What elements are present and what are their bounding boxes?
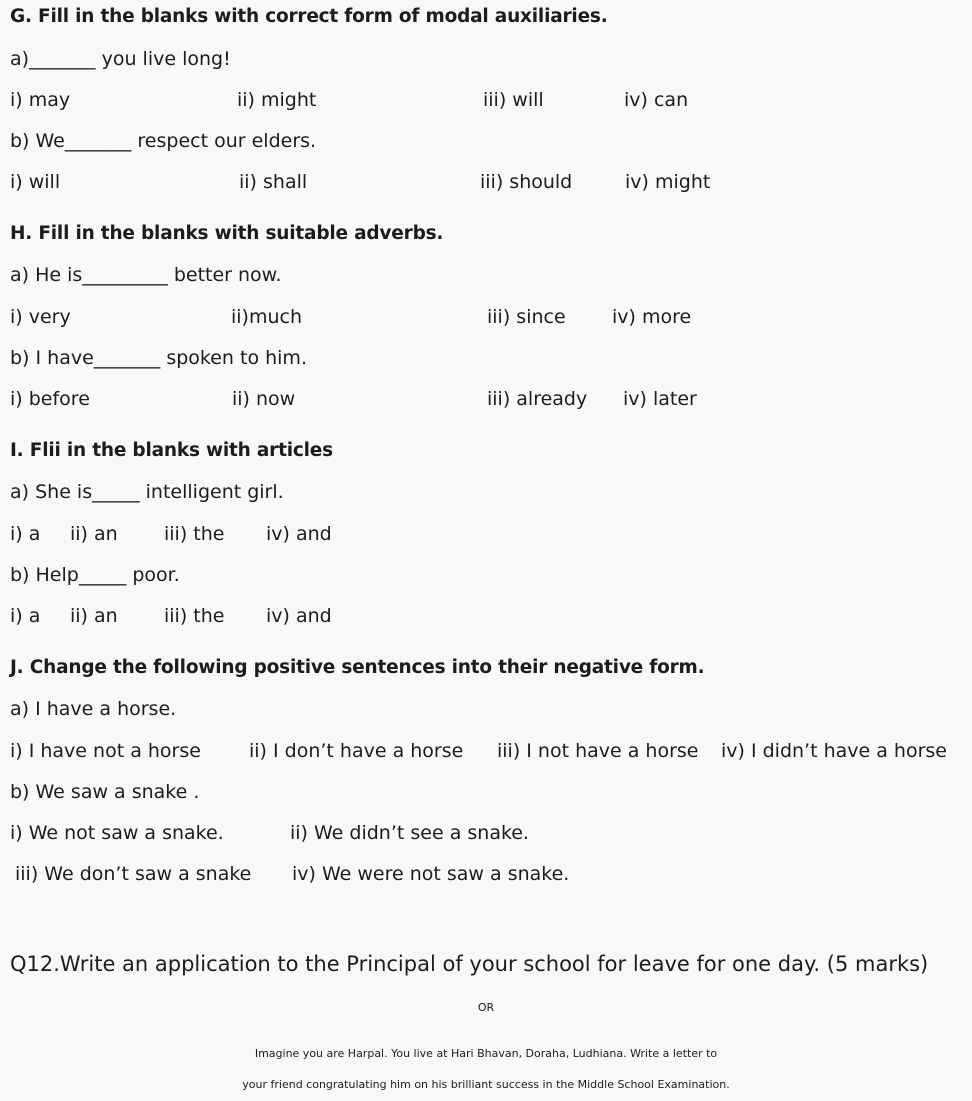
option: iv) later (623, 388, 697, 410)
option: i) We not saw a snake. (10, 822, 224, 844)
section-i-heading: I. Flii in the blanks with articles (10, 440, 333, 461)
option: iii) I not have a horse (497, 740, 699, 762)
section-j-heading: J. Change the following positive sentences into their negative form. (10, 657, 705, 678)
option: iv) more (612, 306, 692, 328)
q12-text: Q12.Write an application to the Principal of your school for leave for one day. (5 marks) (10, 952, 929, 976)
option: i) before (10, 388, 90, 410)
option: iii) We don’t saw a snake (15, 863, 252, 885)
option: ii) might (237, 89, 317, 111)
section-g-question-b: b) We_______ respect our elders. (10, 130, 317, 152)
section-i-question-a: a) She is_____ intelligent girl. (10, 481, 284, 503)
option: i) very (10, 306, 71, 328)
option: iv) I didn’t have a horse (721, 740, 947, 762)
section-g-heading: G. Fill in the blanks with correct form of modal auxiliaries. (10, 6, 608, 27)
section-h-question-b: b) I have_______ spoken to him. (10, 347, 307, 369)
option: i) will (10, 171, 61, 193)
option: i) I have not a horse (10, 740, 201, 762)
section-h-heading: H. Fill in the blanks with suitable adverbs. (10, 223, 444, 244)
option: iv) can (624, 89, 689, 111)
q12-alt-line-1: Imagine you are Harpal. You live at Hari Bhavan, Doraha, Ludhiana. Write a letter to (254, 1047, 718, 1060)
option: iii) since (487, 306, 566, 328)
option: iv) and (266, 605, 332, 627)
section-h-question-a: a) He is_________ better now. (10, 264, 282, 286)
option: ii) an (70, 523, 118, 545)
option: iv) We were not saw a snake. (292, 863, 570, 885)
option: i) a (10, 605, 41, 627)
option: ii) shall (239, 171, 308, 193)
option: iii) the (164, 605, 225, 627)
q12-alt-line-2: your friend congratulating him on his brilliant success in the Middle School Examination. (242, 1078, 730, 1091)
option: ii) I don’t have a horse (249, 740, 464, 762)
section-g-question-a: a)_______ you live long! (10, 48, 231, 70)
option: iii) will (483, 89, 544, 111)
or-separator: OR (477, 1001, 495, 1014)
option: iii) already (487, 388, 588, 410)
section-i-question-b: b) Help_____ poor. (10, 564, 180, 586)
option: ii) We didn’t see a snake. (290, 822, 530, 844)
section-j-question-a: a) I have a horse. (10, 698, 177, 720)
option: iv) and (266, 523, 332, 545)
option: iii) the (164, 523, 225, 545)
option: ii) now (232, 388, 296, 410)
option: iii) should (480, 171, 573, 193)
option: ii)much (231, 306, 303, 328)
section-j-question-b: b) We saw a snake . (10, 781, 200, 803)
option: i) may (10, 89, 71, 111)
option: iv) might (625, 171, 711, 193)
option: ii) an (70, 605, 118, 627)
option: i) a (10, 523, 41, 545)
